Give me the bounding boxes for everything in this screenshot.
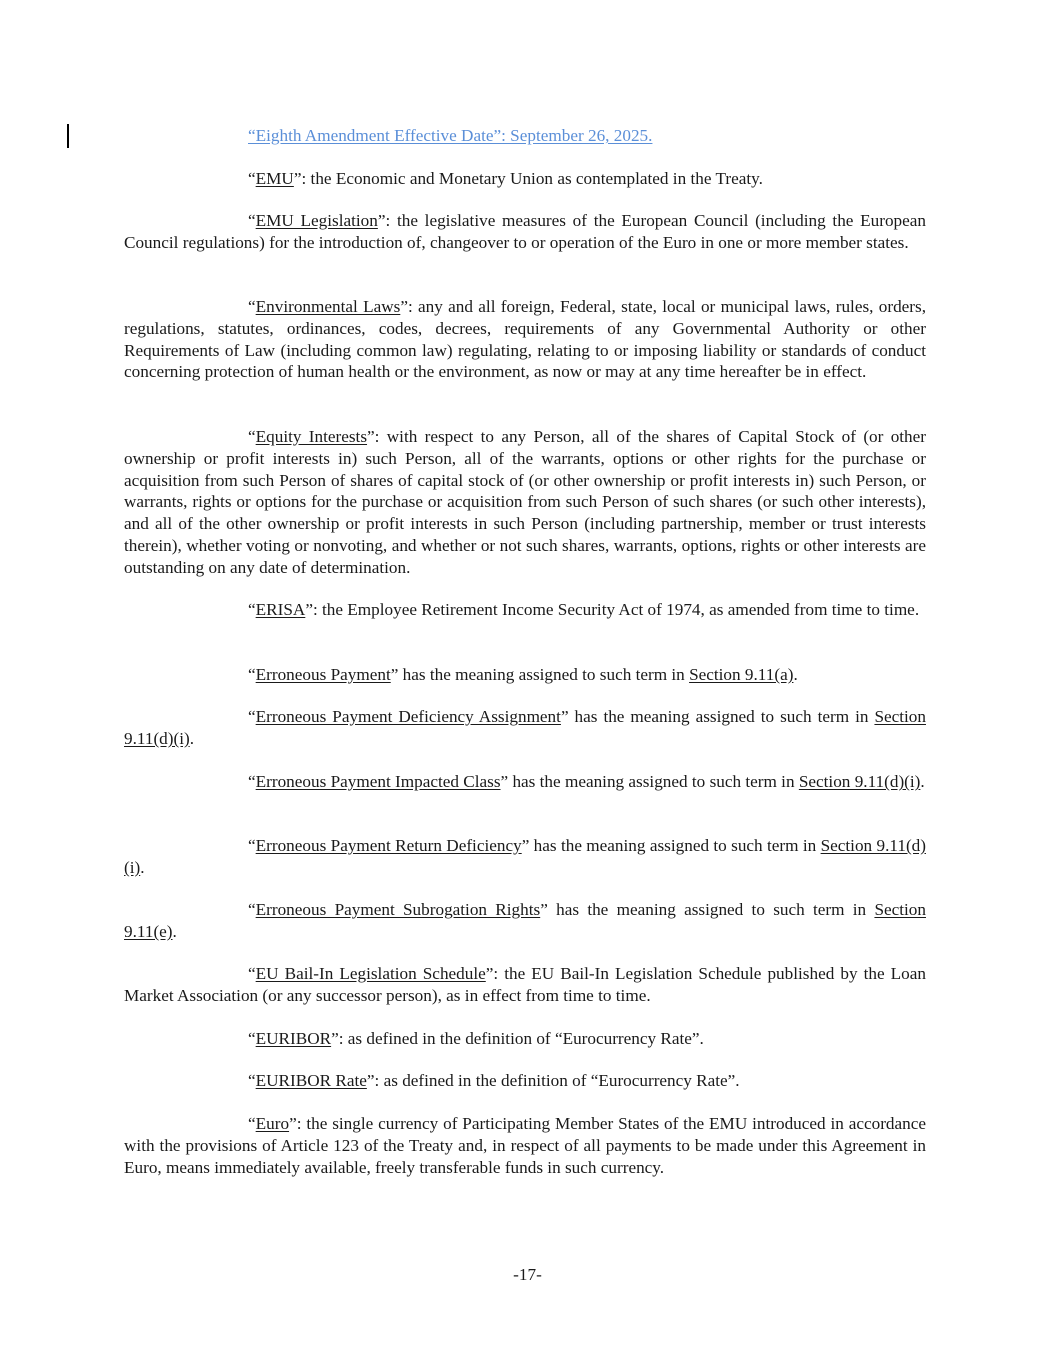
definition-euro: “Euro”: the single currency of Participating Member States of the EMU introduced in accordance with the provisions of Article 123 of the Treaty and, in respect of all payments to be made under this Agreement in Euro, means immediately available, freely transferable funds in such currency. [124,1114,926,1177]
defined-term: ERISA [255,600,306,619]
definition-eighth-amendment-effective-date [124,125,926,147]
section-reference: Section 9.11(d)(i) [124,836,926,877]
defined-term: Erroneous Payment [255,665,391,684]
section-reference: Section 9.11(a) [689,665,794,684]
definition-erroneous-payment-impacted-class: “Erroneous Payment Impacted Class” has the meaning assigned to such term in Section 9.11(d)(i). [248,772,925,791]
definition-eu-bail-in-legislation-schedule: “EU Bail-In Legislation Schedule”: the EU Bail-In Legislation Schedule published by the Loan Market Association (or any successor person), as in effect from time to time. [124,964,926,1005]
defined-term: Erroneous Payment Impacted Class [255,772,501,791]
definition-erroneous-payment-subrogation-rights: “Erroneous Payment Subrogation Rights” has the meaning assigned to such term in Section 9.11(e). [124,900,926,941]
definition-euribor: “EURIBOR”: as defined in the definition of “Eurocurrency Rate”. [248,1029,704,1048]
definition-erisa: “ERISA”: the Employee Retirement Income Security Act of 1974, as amended from time to time. [248,600,920,619]
section-reference: Section 9.11(e) [124,900,926,941]
definition-erroneous-payment: “Erroneous Payment” has the meaning assigned to such term in Section 9.11(a). [248,665,798,684]
defined-term: EMU [255,169,294,188]
revision-change-bar [67,124,69,148]
definition-equity-interests: “Equity Interests”: with respect to any Person, all of the shares of Capital Stock of (or other ownership or profit interests in) such Person, all of the warrants, options or other rights for the purchase or acquisition from such Person of shares of capital stock of (or other ownership or profit interests in) such Person, or warrants, rights or options for the purchase or acquisition from such Person of such shares (or such other interests), and all of the other ownership or profit interests in such Person (including partnership, member or trust interests therein), whether voting or nonvoting, and whether or not such shares, warrants, options, rights or other interests are outstanding on any date of determination. [124,427,927,577]
definition-euribor-rate: “EURIBOR Rate”: as defined in the definition of “Eurocurrency Rate”. [248,1071,740,1090]
defined-term: Erroneous Payment Return Deficiency [255,836,522,855]
defined-term: Erroneous Payment Subrogation Rights [255,900,541,919]
defined-term: EMU Legislation [255,211,378,230]
defined-term: EURIBOR [255,1029,332,1048]
section-reference: Section 9.11(d)(i) [798,772,921,791]
section-reference: Section 9.11(d)(i) [124,707,926,748]
defined-term: EURIBOR Rate [255,1071,367,1090]
definition-emu: “EMU”: the Economic and Monetary Union as contemplated in the Treaty. [248,169,763,188]
definition-erroneous-payment-deficiency-assignment: “Erroneous Payment Deficiency Assignment” has the meaning assigned to such term in Section 9.11(d)(i). [124,707,926,748]
definition-erroneous-payment-return-deficiency: “Erroneous Payment Return Deficiency” has the meaning assigned to such term in Section 9.11(d)(i). [124,836,926,877]
defined-term: EU Bail-In Legislation Schedule [255,964,486,983]
defined-term: Erroneous Payment Deficiency Assignment [255,707,561,726]
defined-term: Euro [255,1114,290,1133]
defined-term: Equity Interests [255,427,368,446]
definition-emu-legislation: “EMU Legislation”: the legislative measures of the European Council (including the European Council regulations) for the introduction of, changeover to or operation of the Euro in one or more member states. [124,211,926,252]
definition-environmental-laws: “Environmental Laws”: any and all foreign, Federal, state, local or municipal laws, rules, orders, regulations, statutes, ordinances, codes, decrees, requirements of any Governmental Authority or other Requirements of Law (including common law) regulating, relating to or imposing liability or standards of conduct concerning protection of human health or the environment, as now or may at any time hereafter be in effect. [124,297,927,382]
page-number: -17- [513,1265,542,1284]
inserted-text: “Eighth Amendment Effective Date”: September 26, 2025. [248,126,653,145]
defined-term: Environmental Laws [255,297,401,316]
